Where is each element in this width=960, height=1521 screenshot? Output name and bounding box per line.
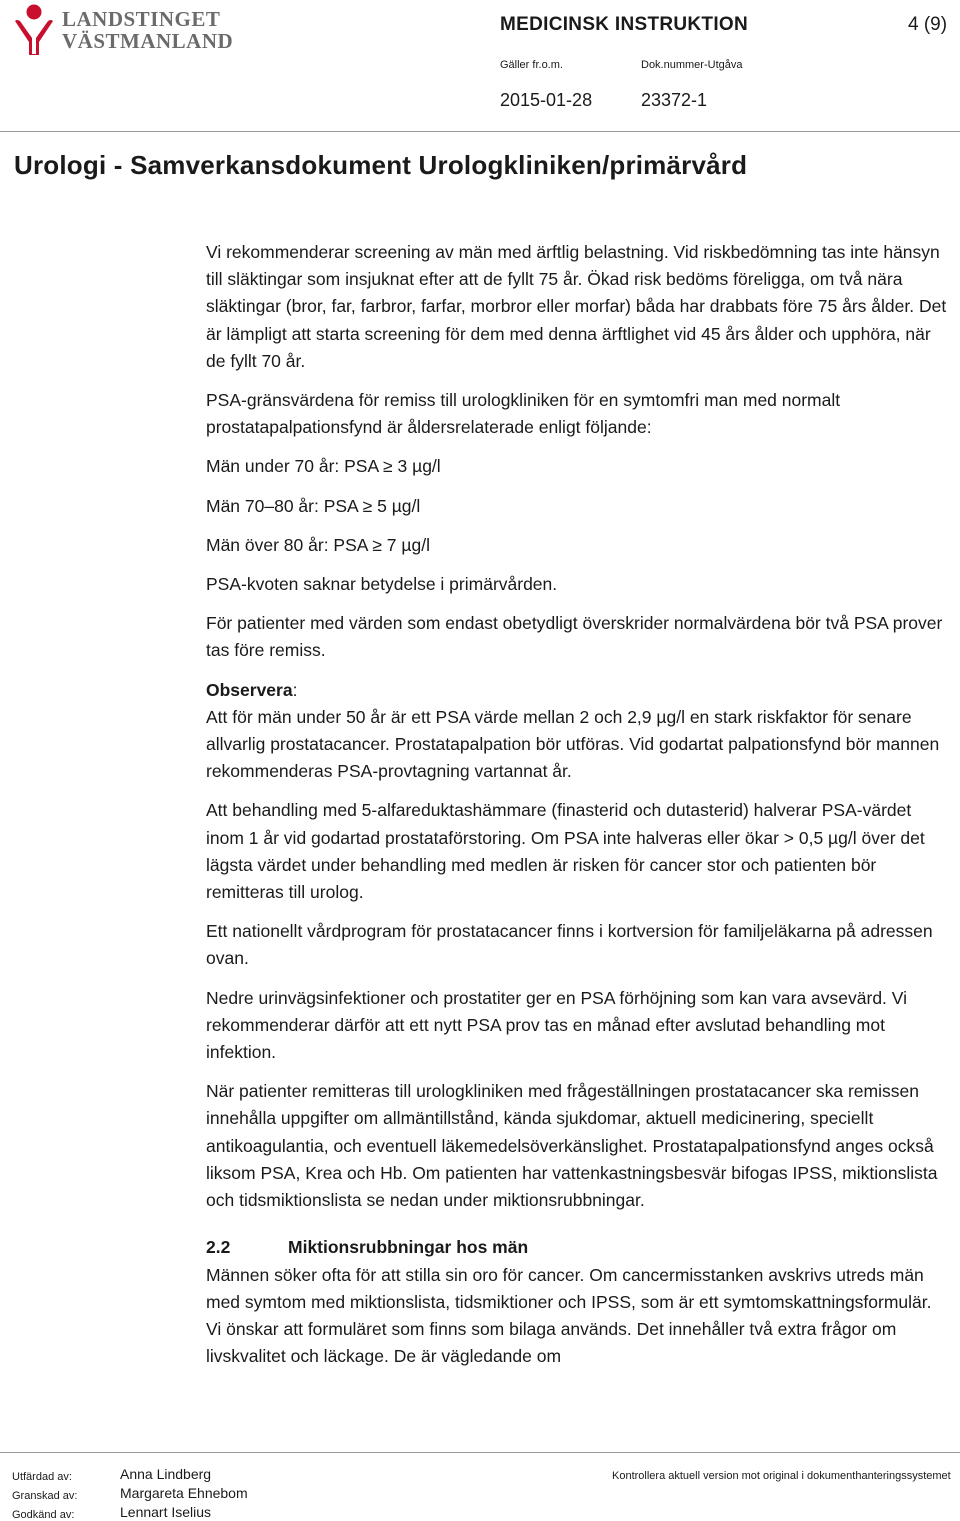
- document-body: [206, 239, 951, 1382]
- observera-colon: :: [292, 679, 298, 700]
- reviewed-by-label: Granskad av:: [12, 1490, 78, 1502]
- observera-label: Observera: [206, 679, 293, 700]
- page-number: 4 (9): [908, 14, 948, 35]
- paragraph-5-ari: Att behandling med 5-alfareduktashämmare (finasterid och dutasterid) halverar PSA-värdet inom 1 år vid godartad prostataförstoring. Om PSA inte halveras eller ökar > 0,5 µg/l över det lägsta värdet under behandling med medlen är risken för cancer stor och patienten bör remitteras till urolog.: [206, 800, 925, 903]
- document-type: MEDICINSK INSTRUKTION: [500, 14, 749, 35]
- paragraph-psa-ratio: PSA-kvoten saknar betydelse i primärvården.: [206, 574, 558, 595]
- valid-from-label: Gäller fr.o.m.: [500, 59, 563, 71]
- landstinget-logo-icon: [12, 4, 58, 56]
- logo-line-2: VÄSTMANLAND: [62, 29, 234, 53]
- document-number: 23372-1: [641, 90, 708, 110]
- reviewed-by-name: Margareta Ehnebom: [120, 1485, 248, 1501]
- paragraph-care-program: Ett nationellt vårdprogram för prostatacancer finns i kortversion för familjeläkarna på adressen ovan.: [206, 921, 933, 969]
- issued-by-name: Anna Lindberg: [120, 1466, 212, 1482]
- valid-from-date: 2015-01-28: [500, 90, 593, 110]
- paragraph-psa-limits-intro: PSA-gränsvärdena för remiss till urologkliniken för en symtomfri man med normalt prostatapalpationsfynd är åldersrelaterade enligt följande:: [206, 390, 841, 438]
- logo-line-1: LANDSTINGET: [62, 7, 221, 31]
- paragraph-two-samples: För patienter med värden som endast obetydligt överskrider normalvärdena bör två PSA prover tas före remiss.: [206, 613, 943, 661]
- paragraph-under-50: Att för män under 50 år är ett PSA värde mellan 2 och 2,9 µg/l en stark riskfaktor för senare allvarlig prostatacancer. Prostatapalpation bör utföras. Vid godartat palpationsfynd bör mannen rekommenderas PSA-provtagning vartannat år.: [206, 706, 940, 782]
- issued-by-label: Utfärdad av:: [12, 1471, 72, 1483]
- observera-heading: [206, 677, 951, 704]
- approved-by-name: Lennart Iselius: [120, 1504, 212, 1520]
- paragraph-screening: Vi rekommenderar screening av män med ärftlig belastning. Vid riskbedömning tas inte hänsyn till släktingar som insjuknat efter att de fyllt 75 år. Ökad risk bedöms föreligga, om två nära släktingar (bror, far, farbror, farfar, morbror eller morfar) båda har drabbats före 75 års ålder. Det är lämpligt att starta screening för dem med denna ärftlighet vid 45 års ålder och upphöra, när de fyllt 70 år.: [206, 242, 947, 371]
- footer-divider: [0, 1452, 960, 1453]
- paragraph-micturition: Männen söker ofta för att stilla sin oro för cancer. Om cancermisstanken avskrivs utreds män med symtom med miktionslista, tidsmiktioner och IPSS, som är ett symtomskattningsformulär. Vi önskar att formuläret som finns som bilaga används. Det innehåller två extra frågor om livskvalitet och läckage. De är vägledande om: [206, 1264, 932, 1367]
- version-control-note: Kontrollera aktuell version mot original i dokumenthanteringssystemet: [612, 1470, 951, 1482]
- header-divider: [0, 131, 960, 132]
- section-title: Miktionsrubbningar hos män: [288, 1237, 529, 1258]
- section-heading: [206, 1234, 951, 1261]
- paragraph-infections: Nedre urinvägsinfektioner och prostatiter ger en PSA förhöjning som kan vara avsevärd. Vi rekommenderar därför att ett nytt PSA prov tas en månad efter avslutad behandling mot infektion.: [206, 987, 908, 1063]
- section-number: 2.2: [206, 1237, 231, 1258]
- psa-limit-70-80: Män 70‒80 år: PSA ≥ 5 µg/l: [206, 495, 421, 516]
- paragraph-referral: När patienter remitteras till urologkliniken med frågeställningen prostatacancer ska remissen innehålla uppgifter om allmäntillstånd, kända sjukdomar, aktuell medicinering, speciellt antikoagulantia, och eventuell läkemedelsöverkänslighet. Prostatapalpationsfynd anges också liksom PSA, Krea och Hb. Om patienten har vattenkastningsbesvär bifogas IPSS, miktionslista och tidsmiktionslista se nedan under miktionsrubbningar.: [206, 1081, 938, 1211]
- document-title: Urologi - Samverkansdokument Urologkliniken/primärvård: [14, 150, 748, 180]
- psa-limit-over-80: Män över 80 år: PSA ≥ 7 µg/l: [206, 534, 430, 555]
- psa-limit-under-70: Män under 70 år: PSA ≥ 3 µg/l: [206, 456, 441, 477]
- logo-wordmark: [62, 8, 233, 52]
- docnum-label: Dok.nummer-Utgåva: [641, 59, 743, 71]
- approved-by-label: Godkänd av:: [12, 1509, 75, 1521]
